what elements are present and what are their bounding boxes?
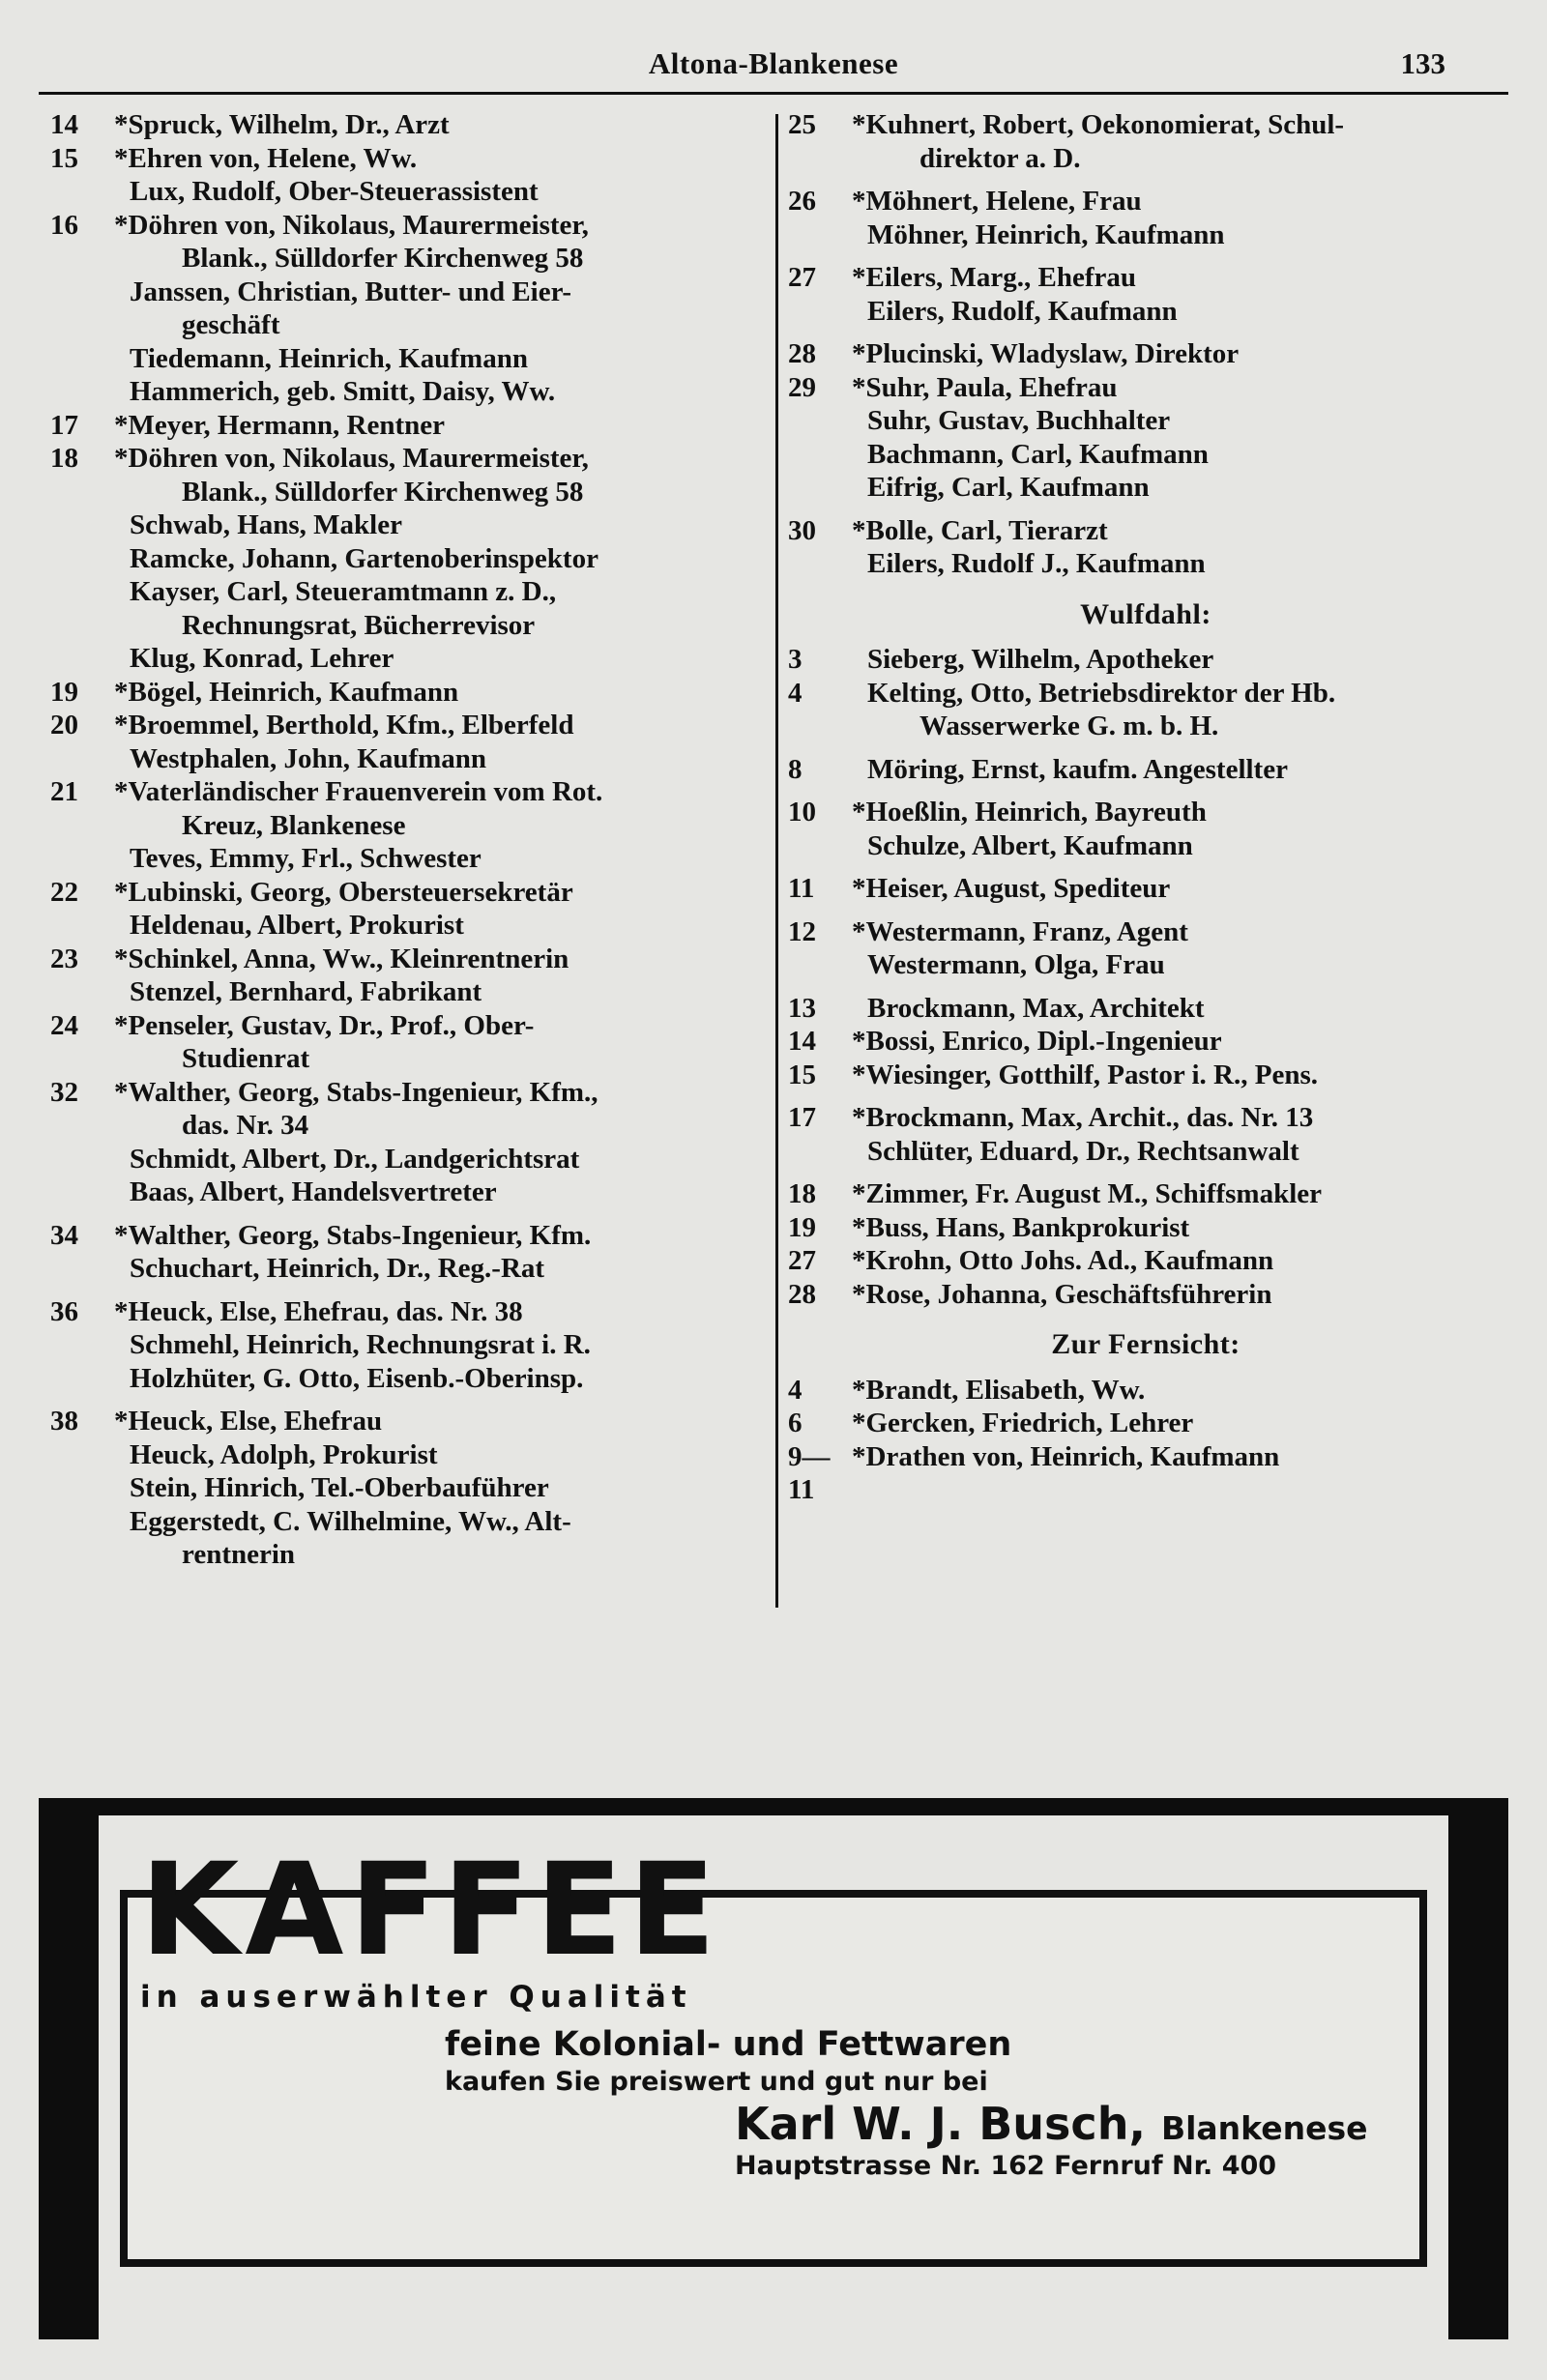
- house-number: 4: [788, 1374, 803, 1406]
- directory-entry: [788, 505, 1503, 548]
- resident-line: *Penseler, Gustav, Dr., Prof., Ober-: [114, 1009, 535, 1041]
- entry-spacer: [50, 1395, 766, 1405]
- directory-entry: [50, 175, 766, 209]
- resident-line: *Westermann, Franz, Agent: [852, 915, 1188, 947]
- resident-continuation: direktor a. D.: [919, 142, 1081, 174]
- entry-spacer: [788, 786, 1503, 796]
- resident-line: *Rose, Johanna, Geschäftsführerin: [852, 1278, 1272, 1310]
- section-heading-wulfdahl: Wulfdahl:: [1080, 597, 1211, 630]
- house-number: 20: [50, 710, 78, 740]
- house-number: 10: [788, 797, 816, 827]
- house-number: 9—11: [788, 1440, 831, 1505]
- resident-line: Eilers, Rudolf, Kaufmann: [867, 295, 1178, 327]
- resident-line: Heldenau, Albert, Prokurist: [130, 910, 464, 941]
- resident-line: Tiedemann, Heinrich, Kaufmann: [130, 342, 528, 374]
- directory-entry: [788, 404, 1503, 438]
- house-number: 26: [788, 186, 816, 217]
- entry-spacer: [50, 1286, 766, 1295]
- directory-entry: [788, 862, 1503, 906]
- directory-entry: [788, 175, 1503, 218]
- entry-spacer: [788, 175, 1503, 185]
- house-number: 18: [50, 443, 78, 474]
- resident-line: *Suhr, Paula, Ehefrau: [852, 371, 1118, 403]
- directory-entry: [788, 786, 1503, 829]
- resident-line: *Walther, Georg, Stabs-Ingenieur, Kfm.,: [114, 1076, 598, 1108]
- house-number: 36: [50, 1295, 78, 1327]
- house-number: 28: [788, 1278, 816, 1310]
- resident-line: Klug, Konrad, Lehrer: [130, 643, 394, 674]
- resident-line: Schmehl, Heinrich, Rechnungsrat i. R.: [130, 1329, 591, 1360]
- house-number: 29: [788, 371, 816, 403]
- directory-entry: [788, 1168, 1503, 1211]
- directory-entry: [788, 948, 1503, 982]
- directory-entry: [50, 1438, 766, 1472]
- entry-spacer: [788, 906, 1503, 915]
- ad-buy-line: kaufen Sie preiswert und gut nur bei: [445, 2067, 988, 2097]
- resident-line: Ramcke, Johann, Gartenoberinspektor: [130, 542, 598, 574]
- house-number: 21: [50, 776, 78, 807]
- resident-line: Teves, Emmy, Frl., Schwester: [130, 843, 482, 874]
- entry-spacer: [788, 862, 1503, 872]
- directory-entry: [788, 743, 1503, 787]
- house-number: 19: [50, 676, 78, 708]
- directory-entry: [50, 276, 766, 342]
- house-number: 14: [50, 109, 78, 140]
- entry-spacer: [788, 982, 1503, 992]
- house-number: 27: [788, 1245, 816, 1276]
- resident-line: *Bolle, Carl, Tierarzt: [852, 514, 1108, 546]
- resident-continuation: Wasserwerke G. m. b. H.: [919, 711, 1219, 741]
- resident-line: *Gercken, Friedrich, Lehrer: [852, 1408, 1194, 1438]
- house-number: 28: [788, 338, 816, 369]
- ad-firm-place: Blankenese: [1160, 2109, 1368, 2147]
- directory-entry: [50, 943, 766, 976]
- resident-line: Eilers, Rudolf J., Kaufmann: [867, 548, 1206, 579]
- resident-continuation: geschäft: [182, 309, 280, 340]
- house-number: 4: [788, 677, 803, 709]
- directory-entry: [50, 342, 766, 376]
- house-number: 17: [50, 409, 78, 441]
- directory-entry: [50, 676, 766, 710]
- advertisement: [39, 1798, 1508, 2339]
- directory-entry: [788, 251, 1503, 295]
- directory-entry: [788, 1211, 1503, 1245]
- resident-line: *Wiesinger, Gotthilf, Pastor i. R., Pens.: [852, 1059, 1318, 1090]
- directory-entry: [50, 1286, 766, 1329]
- resident-line: Schmidt, Albert, Dr., Landgerichtsrat: [130, 1143, 580, 1175]
- resident-line: *Döhren von, Nikolaus, Maurermeister,: [114, 209, 589, 241]
- resident-line: *Ehren von, Helene, Ww.: [114, 142, 418, 174]
- resident-line: *Vaterländischer Frauenverein vom Rot.: [114, 776, 603, 807]
- resident-line: *Döhren von, Nikolaus, Maurermeister,: [114, 443, 589, 474]
- directory-entry: [50, 575, 766, 642]
- directory-entry: [788, 1025, 1503, 1059]
- directory-entry: [788, 1059, 1503, 1092]
- directory-entry: [50, 1076, 766, 1143]
- page-number: 133: [1400, 46, 1445, 80]
- directory-entry: [50, 108, 766, 142]
- resident-line: *Zimmer, Fr. August M., Schiffsmakler: [852, 1178, 1323, 1209]
- resident-line: Kelting, Otto, Betriebsdirektor der Hb.: [867, 677, 1336, 709]
- directory-entry: [788, 1244, 1503, 1278]
- house-number: 38: [50, 1406, 78, 1437]
- resident-continuation: Rechnungsrat, Bücherrevisor: [182, 609, 536, 641]
- resident-line: *Heiser, August, Spediteur: [852, 873, 1171, 904]
- directory-entry: [788, 982, 1503, 1026]
- resident-line: *Drathen von, Heinrich, Kaufmann: [852, 1440, 1280, 1472]
- directory-entry: [50, 642, 766, 676]
- directory-entry: [788, 218, 1503, 252]
- resident-continuation: Blank., Sülldorfer Kirchenweg 58: [182, 476, 584, 508]
- right-column: [788, 108, 1503, 1505]
- resident-line: *Spruck, Wilhelm, Dr., Arzt: [114, 109, 450, 140]
- resident-line: *Walther, Georg, Stabs-Ingenieur, Kfm.: [114, 1219, 592, 1251]
- house-number: 15: [50, 142, 78, 174]
- entry-spacer: [788, 743, 1503, 753]
- resident-line: Eggerstedt, C. Wilhelmine, Ww., Alt-: [130, 1505, 571, 1537]
- directory-entry: [50, 508, 766, 542]
- resident-line: Eifrig, Carl, Kaufmann: [867, 472, 1150, 503]
- resident-line: Stenzel, Bernhard, Fabrikant: [130, 976, 482, 1007]
- ad-border-left: [39, 1798, 99, 2339]
- ad-goods-line: feine Kolonial- und Fettwaren: [445, 2025, 1012, 2064]
- resident-line: *Heuck, Else, Ehefrau: [114, 1406, 383, 1437]
- directory-entry: [788, 1374, 1503, 1408]
- house-number: 14: [788, 1026, 816, 1057]
- page-title: Altona-Blankenese: [648, 46, 899, 80]
- resident-line: *Bögel, Heinrich, Kaufmann: [114, 676, 459, 708]
- directory-entry: [788, 1135, 1503, 1169]
- resident-line: Schlüter, Eduard, Dr., Rechtsanwalt: [867, 1135, 1299, 1167]
- house-number: 25: [788, 109, 816, 140]
- house-number: 30: [788, 514, 816, 546]
- house-number: 8: [788, 753, 803, 785]
- directory-entry: [50, 542, 766, 576]
- resident-line: *Eilers, Marg., Ehefrau: [852, 262, 1136, 293]
- ad-headline: KAFFEE: [140, 1836, 722, 1985]
- resident-continuation: rentnerin: [182, 1539, 296, 1570]
- house-number: 17: [788, 1102, 816, 1133]
- column-divider: [775, 114, 778, 1608]
- ad-firm-name: Karl W. J. Busch,: [735, 2098, 1146, 2150]
- resident-line: Lux, Rudolf, Ober-Steuerassistent: [130, 176, 539, 207]
- resident-line: Stein, Hinrich, Tel.-Oberbauführer: [130, 1472, 549, 1503]
- house-number: 15: [788, 1059, 816, 1090]
- ad-firm: [735, 2098, 1368, 2150]
- resident-line: *Hoeßlin, Heinrich, Bayreuth: [852, 797, 1207, 827]
- house-number: 16: [50, 209, 78, 241]
- resident-line: Heuck, Adolph, Prokurist: [130, 1438, 438, 1470]
- entry-spacer: [788, 1168, 1503, 1177]
- resident-line: Janssen, Christian, Butter- und Eier-: [130, 276, 572, 307]
- entry-spacer: [788, 505, 1503, 514]
- directory-entry: [50, 442, 766, 508]
- house-number: 18: [788, 1178, 816, 1209]
- directory-entry: [788, 643, 1503, 677]
- resident-line: Bachmann, Carl, Kaufmann: [867, 438, 1209, 470]
- directory-entry: [788, 108, 1503, 175]
- house-number: 23: [50, 943, 78, 974]
- directory-entry: [788, 1091, 1503, 1135]
- resident-line: Schulze, Albert, Kaufmann: [867, 829, 1193, 861]
- directory-entry: [788, 295, 1503, 329]
- resident-line: Möring, Ernst, kaufm. Angestellter: [867, 753, 1288, 785]
- house-number: 6: [788, 1408, 803, 1438]
- resident-line: *Meyer, Hermann, Rentner: [114, 409, 446, 441]
- resident-line: Baas, Albert, Handelsvertreter: [130, 1176, 497, 1207]
- directory-entry: [788, 438, 1503, 472]
- directory-entry: [50, 1471, 766, 1505]
- resident-line: *Lubinski, Georg, Obersteuersekretär: [114, 876, 573, 908]
- resident-line: *Brandt, Elisabeth, Ww.: [852, 1374, 1146, 1406]
- house-number: 12: [788, 915, 816, 947]
- directory-entry: [50, 1009, 766, 1076]
- resident-line: *Broemmel, Berthold, Kfm., Elberfeld: [114, 710, 574, 740]
- directory-entry: [50, 876, 766, 910]
- resident-line: *Möhnert, Helene, Frau: [852, 186, 1142, 217]
- resident-line: *Krohn, Otto Johs. Ad., Kaufmann: [852, 1245, 1274, 1276]
- house-number: 22: [50, 876, 78, 908]
- directory-entry: [788, 677, 1503, 743]
- header-rule: [39, 92, 1508, 95]
- resident-line: *Plucinski, Wladyslaw, Direktor: [852, 338, 1240, 369]
- resident-continuation: Blank., Sülldorfer Kirchenweg 58: [182, 243, 584, 274]
- directory-entry: [50, 775, 766, 842]
- resident-line: *Heuck, Else, Ehefrau, das. Nr. 38: [114, 1295, 523, 1327]
- resident-line: Holzhüter, G. Otto, Eisenb.-Oberinsp.: [130, 1362, 584, 1394]
- directory-entry: [50, 975, 766, 1009]
- resident-line: Schuchart, Heinrich, Dr., Reg.-Rat: [130, 1253, 545, 1284]
- directory-entry: [788, 471, 1503, 505]
- fernsicht-entries: [788, 1374, 1503, 1505]
- resident-line: *Bossi, Enrico, Dipl.-Ingenieur: [852, 1026, 1222, 1057]
- directory-entry: [50, 842, 766, 876]
- directory-entry: [50, 1143, 766, 1176]
- directory-entry: [788, 547, 1503, 581]
- directory-entry: [50, 1328, 766, 1362]
- resident-continuation: das. Nr. 34: [182, 1110, 309, 1141]
- resident-line: Kayser, Carl, Steueramtmann z. D.,: [130, 576, 557, 607]
- ad-tagline: in auserwählter Qualität: [140, 1980, 692, 2015]
- resident-continuation: Studienrat: [182, 1043, 310, 1074]
- directory-entry: [50, 742, 766, 776]
- wulfdahl-entries: [788, 643, 1503, 1311]
- directory-entry: [50, 1175, 766, 1209]
- directory-entry: [50, 209, 766, 276]
- resident-line: Hammerich, geb. Smitt, Daisy, Ww.: [130, 376, 556, 407]
- resident-continuation: Kreuz, Blankenese: [182, 809, 406, 841]
- house-number: 32: [50, 1076, 78, 1108]
- right-entries: [788, 108, 1503, 581]
- directory-entry: [50, 409, 766, 443]
- house-number: 27: [788, 262, 816, 293]
- directory-entry: [788, 829, 1503, 863]
- directory-entry: [788, 1407, 1503, 1440]
- resident-line: Möhner, Heinrich, Kaufmann: [867, 218, 1225, 250]
- directory-entry: [788, 1440, 1503, 1505]
- running-head: [0, 46, 1547, 85]
- directory-entry: [788, 906, 1503, 949]
- resident-line: Westermann, Olga, Frau: [867, 949, 1165, 980]
- directory-entry: [788, 328, 1503, 371]
- resident-line: Suhr, Gustav, Buchhalter: [867, 405, 1171, 436]
- resident-line: Westphalen, John, Kaufmann: [130, 742, 487, 774]
- resident-line: *Brockmann, Max, Archit., das. Nr. 13: [852, 1102, 1314, 1133]
- directory-entry: [50, 1395, 766, 1438]
- resident-line: Schwab, Hans, Makler: [130, 509, 402, 540]
- house-number: 13: [788, 992, 816, 1024]
- resident-line: *Buss, Hans, Bankprokurist: [852, 1211, 1190, 1243]
- ad-border-right: [1448, 1798, 1508, 2339]
- directory-entry: [50, 142, 766, 176]
- house-number: 3: [788, 644, 803, 675]
- resident-line: *Schinkel, Anna, Ww., Kleinrentnerin: [114, 943, 569, 974]
- directory-entry: [50, 1362, 766, 1396]
- ad-address: Hauptstrasse Nr. 162 Fernruf Nr. 400: [735, 2151, 1277, 2181]
- directory-entry: [50, 1505, 766, 1572]
- directory-entry: [50, 909, 766, 943]
- house-number: 24: [50, 1009, 78, 1041]
- directory-entry: [50, 1252, 766, 1286]
- entry-spacer: [50, 1209, 766, 1219]
- directory-entry: [788, 1278, 1503, 1312]
- left-column: [50, 108, 766, 1572]
- ad-border-top: [99, 1798, 1448, 1815]
- resident-line: Sieberg, Wilhelm, Apotheker: [867, 644, 1214, 675]
- house-number: 19: [788, 1211, 816, 1243]
- section-heading-fernsicht: Zur Fernsicht:: [1051, 1328, 1241, 1360]
- entry-spacer: [788, 1091, 1503, 1101]
- resident-line: Brockmann, Max, Architekt: [867, 992, 1205, 1024]
- house-number: 11: [788, 873, 815, 904]
- directory-entry: [50, 375, 766, 409]
- resident-line: *Kuhnert, Robert, Oekonomierat, Schul-: [852, 109, 1345, 140]
- house-number: 34: [50, 1219, 78, 1251]
- directory-entry: [788, 371, 1503, 405]
- entry-spacer: [788, 328, 1503, 337]
- directory-entry: [50, 1209, 766, 1253]
- directory-entry: [50, 709, 766, 742]
- entry-spacer: [788, 251, 1503, 261]
